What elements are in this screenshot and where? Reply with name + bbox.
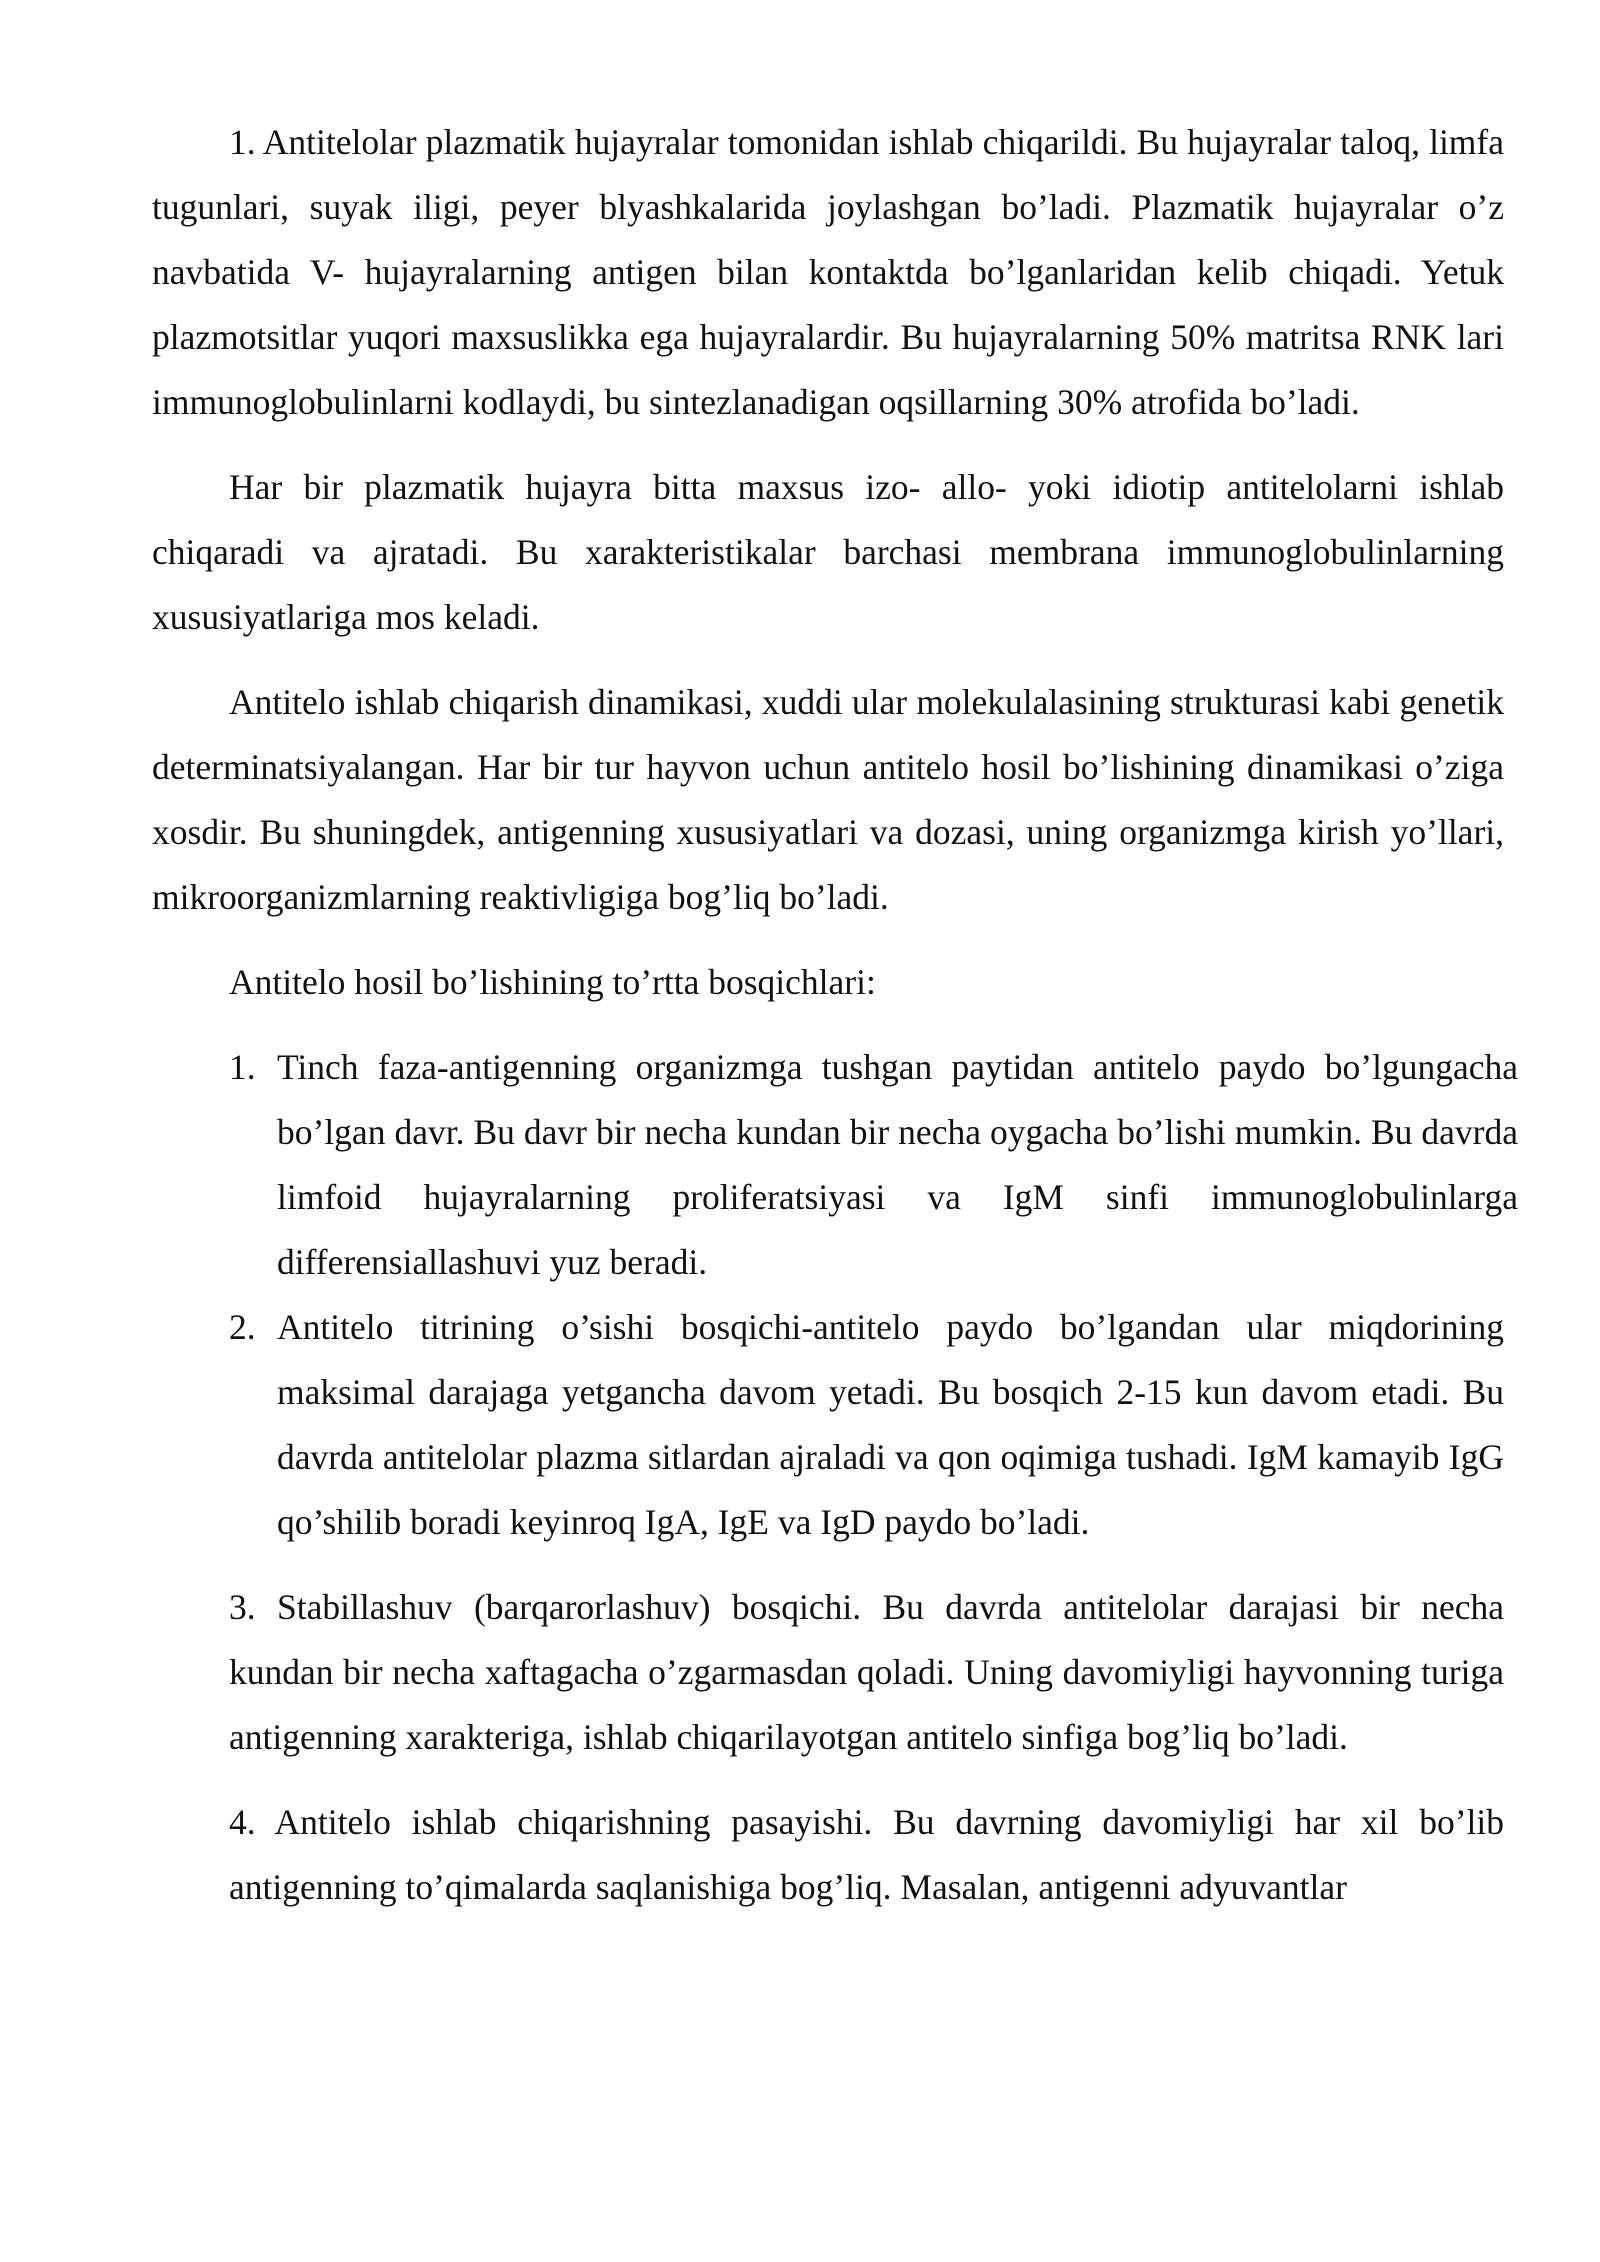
stages-list	[152, 1035, 1518, 1555]
paragraph-stage-3: 3. Stabillashuv (barqarorlashuv) bosqichi. Bu davrda antitelolar darajasi bir necha kundan bir necha xaftagacha o’zgarmasdan qoladi. Uning davomiyligi hayvonning turiga antigenning xarakteriga, ishlab chiqarilayotgan antitelo sinfiga bog’liq bo’ladi.	[229, 1587, 1504, 1757]
list-item-text: Antitelo titrining o’sishi bosqichi-antitelo paydo bo’lgandan ular miqdorining maksimal darajaga yetgancha davom yetadi. Bu bosqich 2-15 kun davom etadi. Bu davrda antitelolar plazma sitlardan ajraladi va qon oqimiga tushadi. IgM kamayib IgG qo’shilib boradi keyinroq IgA, IgE va IgD paydo bo’ladi.	[277, 1307, 1504, 1542]
document-body	[152, 110, 1518, 1940]
stages-heading: Antitelo hosil bo’lishining to’rtta bosqichlari:	[229, 962, 876, 1002]
list-item	[152, 1295, 1504, 1555]
list-item-number: 2.	[229, 1307, 256, 1347]
paragraph-antibody-types: Har bir plazmatik hujayra bitta maxsus izo- allo- yoki idiotip antitelolarni ishlab chiqaradi va ajratadi. Bu xarakteristikalar barchasi membrana immunoglobulinlarning xususiyatlariga mos keladi.	[152, 467, 1504, 637]
paragraph-stage-4: 4. Antitelo ishlab chiqarishning pasayishi. Bu davrning davomiyligi har xil bo’lib antigenning to’qimalarda saqlanishiga bog’liq. Masalan, antigenni adyuvantlar	[229, 1802, 1504, 1907]
list-item-text: Tinch faza-antigenning organizmga tushgan paytidan antitelo paydo bo’lgungacha bo’lgan davr. Bu davr bir necha kundan bir necha oygacha bo’lishi mumkin. Bu davrda limfoid hujayralarning proliferatsiyasi va IgM sinfi immunoglobulinlarga differensiallashuvi yuz beradi.	[277, 1047, 1518, 1282]
list-item	[152, 1035, 1518, 1295]
paragraph-antibody-dynamics: Antitelo ishlab chiqarish dinamikasi, xuddi ular molekulalasining strukturasi kabi genetik determinatsiyalangan. Har bir tur hayvon uchun antitelo hosil bo’lishining dinamikasi o’ziga xosdir. Bu shuningdek, antigenning xususiyatlari va dozasi, uning organizmga kirish yo’llari, mikroorganizmlarning reaktivligiga bog’liq bo’ladi.	[152, 682, 1504, 917]
paragraph-plasma-cells: 1. Antitelolar plazmatik hujayralar tomonidan ishlab chiqarildi. Bu hujayralar taloq, limfa tugunlari, suyak iligi, peyer blyashkalarida joylashgan bo’ladi. Plazmatik hujayralar o’z navbatida V- hujayralarning antigen bilan kontaktda bo’lganlaridan kelib chiqadi. Yetuk plazmotsitlar yuqori maxsuslikka ega hujayralardir. Bu hujayralarning 50% matritsa RNK lari immunoglobulinlarni kodlaydi, bu sintezlanadigan oqsillarning 30% atrofida bo’ladi.	[152, 122, 1504, 422]
list-item-number: 1.	[229, 1047, 256, 1087]
